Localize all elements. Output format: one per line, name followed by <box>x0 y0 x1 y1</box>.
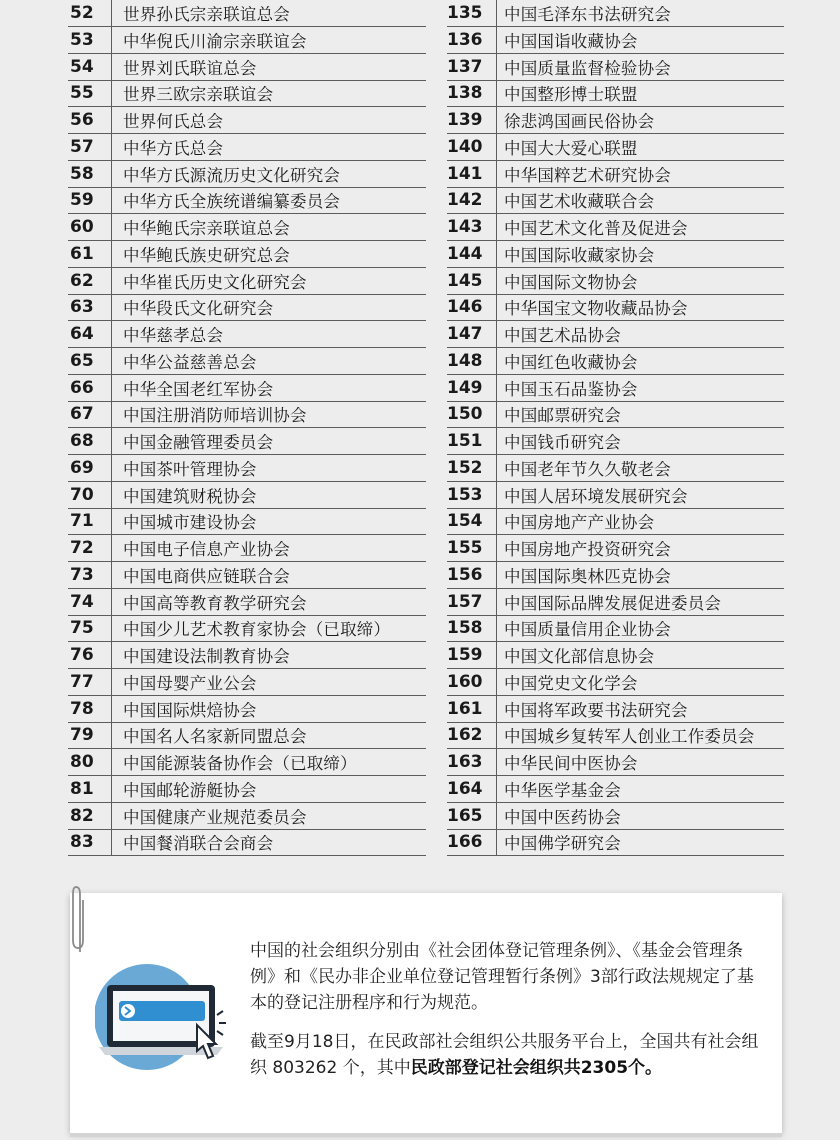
organization-name: 中华国宝文物收藏品协会 <box>504 299 688 319</box>
organization-name: 中华医学基金会 <box>504 780 621 800</box>
row-number: 56 <box>68 107 112 133</box>
organization-name: 中国国际文物协会 <box>504 272 638 292</box>
organization-name: 中国国诣收藏协会 <box>504 31 638 51</box>
table-row <box>447 776 784 803</box>
row-number: 135 <box>447 0 497 26</box>
row-number: 160 <box>447 669 497 695</box>
organization-name: 中国中医药协会 <box>504 807 621 827</box>
row-number: 144 <box>447 241 497 267</box>
organization-name: 中国人居环境发展研究会 <box>504 486 688 506</box>
organization-name: 世界何氏总会 <box>123 112 224 132</box>
organization-name: 中国玉石品鉴协会 <box>504 379 638 399</box>
table-row <box>68 455 426 482</box>
note-paragraph-2 <box>250 1029 762 1081</box>
row-number: 152 <box>447 455 497 481</box>
row-number: 158 <box>447 616 497 642</box>
organization-name: 中国少儿艺术教育家协会（已取缔） <box>123 620 391 640</box>
table-row <box>68 749 426 776</box>
organization-name: 中国文化部信息协会 <box>504 647 655 667</box>
row-number: 79 <box>68 723 112 749</box>
table-row <box>447 749 784 776</box>
row-number: 66 <box>68 375 112 401</box>
organization-name: 中华民间中医协会 <box>504 754 638 774</box>
table-row <box>447 107 784 134</box>
table-row <box>68 482 426 509</box>
note-paragraph-2-end: 。 <box>645 1058 663 1078</box>
paperclip-icon <box>72 884 88 954</box>
organization-name: 中国国际奥林匹克协会 <box>504 566 671 586</box>
organization-name: 中华国粹艺术研究协会 <box>504 165 671 185</box>
organization-name: 中国建设法制教育协会 <box>123 647 290 667</box>
table-row <box>68 535 426 562</box>
row-number: 150 <box>447 402 497 428</box>
table-row <box>447 589 784 616</box>
table-row <box>447 134 784 161</box>
table-row <box>68 375 426 402</box>
table-row <box>447 830 784 857</box>
table-row <box>68 616 426 643</box>
row-number: 70 <box>68 482 112 508</box>
organization-name: 中国艺术收藏联合会 <box>504 192 655 212</box>
table-row <box>68 803 426 830</box>
row-number: 147 <box>447 321 497 347</box>
organization-name: 中国房地产投资研究会 <box>504 540 671 560</box>
table-row <box>447 295 784 322</box>
organization-name: 中国国际收藏家协会 <box>504 245 655 265</box>
row-number: 149 <box>447 375 497 401</box>
row-number: 53 <box>68 27 112 53</box>
organization-name: 中华倪氏川渝宗亲联谊会 <box>123 31 307 51</box>
row-number: 77 <box>68 669 112 695</box>
table-row <box>447 188 784 215</box>
organization-name: 中国邮票研究会 <box>504 406 621 426</box>
table-row <box>68 776 426 803</box>
row-number: 151 <box>447 428 497 454</box>
organization-name: 中国佛学研究会 <box>504 834 621 854</box>
note-paragraph-2-bold: 民政部登记社会组织共2305个 <box>410 1058 646 1078</box>
organization-name: 中华鲍氏宗亲联谊总会 <box>123 219 290 239</box>
organization-name: 世界孙氏宗亲联谊总会 <box>123 5 290 24</box>
table-row <box>447 616 784 643</box>
organization-name: 中国艺术品协会 <box>504 326 621 346</box>
row-number: 68 <box>68 428 112 454</box>
table-row <box>68 161 426 188</box>
row-number: 138 <box>447 81 497 107</box>
table-row <box>447 241 784 268</box>
table-row <box>68 723 426 750</box>
row-number: 82 <box>68 803 112 829</box>
organization-name: 中国老年节久久敬老会 <box>504 459 671 479</box>
table-row <box>68 188 426 215</box>
row-number: 162 <box>447 723 497 749</box>
organization-name: 中华公益慈善总会 <box>123 352 257 372</box>
organization-name: 中国金融管理委员会 <box>123 433 274 453</box>
table-row <box>68 348 426 375</box>
row-number: 60 <box>68 214 112 240</box>
table-row <box>447 455 784 482</box>
table-row <box>447 562 784 589</box>
table-row <box>447 535 784 562</box>
table-row <box>68 830 426 857</box>
table-row <box>68 589 426 616</box>
row-number: 71 <box>68 509 112 535</box>
row-number: 166 <box>447 830 497 856</box>
laptop-cursor-icon <box>95 955 235 1085</box>
row-number: 159 <box>447 642 497 668</box>
row-number: 142 <box>447 188 497 214</box>
organization-name: 中华方氏总会 <box>123 138 224 158</box>
organization-name: 中国电子信息产业协会 <box>123 540 290 560</box>
organization-name: 中国将军政要书法研究会 <box>504 700 688 720</box>
table-row <box>447 375 784 402</box>
table-row <box>68 241 426 268</box>
row-number: 143 <box>447 214 497 240</box>
organization-name: 中国艺术文化普及促进会 <box>504 219 688 239</box>
table-row <box>447 509 784 536</box>
row-number: 83 <box>68 830 112 856</box>
table-row <box>447 268 784 295</box>
table-row <box>68 669 426 696</box>
table-row <box>68 295 426 322</box>
row-number: 81 <box>68 776 112 802</box>
table-row <box>68 696 426 723</box>
row-number: 78 <box>68 696 112 722</box>
organization-name: 中华鲍氏族史研究总会 <box>123 245 290 265</box>
table-row <box>447 642 784 669</box>
row-number: 164 <box>447 776 497 802</box>
organization-name: 中国整形博士联盟 <box>504 85 638 105</box>
table-row <box>447 428 784 455</box>
right-table <box>447 0 784 856</box>
table-row <box>447 81 784 108</box>
organization-name: 中国国际品牌发展促进委员会 <box>504 593 722 613</box>
table-row <box>68 107 426 134</box>
row-number: 76 <box>68 642 112 668</box>
table-row <box>447 803 784 830</box>
row-number: 74 <box>68 589 112 615</box>
row-number: 65 <box>68 348 112 374</box>
row-number: 139 <box>447 107 497 133</box>
table-row <box>447 482 784 509</box>
table-row <box>447 348 784 375</box>
organization-name: 中国毛泽东书法研究会 <box>504 5 671 24</box>
row-number: 146 <box>447 295 497 321</box>
row-number: 136 <box>447 27 497 53</box>
organization-name: 中国邮轮游艇协会 <box>123 780 257 800</box>
table-row <box>68 27 426 54</box>
row-number: 163 <box>447 749 497 775</box>
table-row <box>447 27 784 54</box>
row-number: 165 <box>447 803 497 829</box>
table-row <box>447 54 784 81</box>
table-row <box>68 0 426 27</box>
table-row <box>68 509 426 536</box>
table-row <box>68 562 426 589</box>
table-row <box>447 0 784 27</box>
row-number: 59 <box>68 188 112 214</box>
table-row <box>68 428 426 455</box>
row-number: 57 <box>68 134 112 160</box>
table-row <box>68 268 426 295</box>
row-number: 156 <box>447 562 497 588</box>
table-row <box>447 214 784 241</box>
organization-name: 中国国际烘焙协会 <box>123 700 257 720</box>
row-number: 69 <box>68 455 112 481</box>
organization-name: 中国电商供应链联合会 <box>123 566 290 586</box>
table-row <box>447 402 784 429</box>
table-row <box>68 402 426 429</box>
organization-name: 中国大大爱心联盟 <box>504 138 638 158</box>
organization-name: 中华方氏源流历史文化研究会 <box>123 165 341 185</box>
row-number: 73 <box>68 562 112 588</box>
organization-name: 中国高等教育教学研究会 <box>123 593 307 613</box>
table-row <box>68 134 426 161</box>
row-number: 154 <box>447 509 497 535</box>
organization-name: 中华慈孝总会 <box>123 326 224 346</box>
row-number: 145 <box>447 268 497 294</box>
organization-name: 中国餐消联合会商会 <box>123 834 274 854</box>
organization-name: 中国质量信用企业协会 <box>504 620 671 640</box>
row-number: 58 <box>68 161 112 187</box>
table-row <box>447 669 784 696</box>
organization-name: 中国房地产产业协会 <box>504 513 655 533</box>
row-number: 137 <box>447 54 497 80</box>
organization-name: 中国茶叶管理协会 <box>123 459 257 479</box>
table-row <box>68 642 426 669</box>
row-number: 80 <box>68 749 112 775</box>
row-number: 67 <box>68 402 112 428</box>
row-number: 52 <box>68 0 112 26</box>
row-number: 153 <box>447 482 497 508</box>
organization-name: 中华全国老红军协会 <box>123 379 274 399</box>
organization-name: 中国钱币研究会 <box>504 433 621 453</box>
table-row <box>447 723 784 750</box>
table-row <box>447 161 784 188</box>
organization-name: 中国名人名家新同盟总会 <box>123 727 307 747</box>
row-number: 61 <box>68 241 112 267</box>
organization-name: 世界三欧宗亲联谊会 <box>123 85 274 105</box>
table-row <box>447 321 784 348</box>
table-row <box>68 81 426 108</box>
row-number: 54 <box>68 54 112 80</box>
organization-name: 世界刘氏联谊总会 <box>123 58 257 78</box>
row-number: 55 <box>68 81 112 107</box>
row-number: 161 <box>447 696 497 722</box>
row-number: 72 <box>68 535 112 561</box>
organization-name: 中国建筑财税协会 <box>123 486 257 506</box>
table-row <box>68 54 426 81</box>
row-number: 157 <box>447 589 497 615</box>
left-table <box>68 0 426 856</box>
organization-name: 中国注册消防师培训协会 <box>123 406 307 426</box>
row-number: 64 <box>68 321 112 347</box>
note-paragraph-1: 中国的社会组织分别由《社会团体登记管理条例》、《基金会管理条例》和《民办非企业单位登记管理暂行条例》3部行政法规规定了基本的登记注册程序和行为规范。 <box>250 941 754 1013</box>
organization-name: 中国城乡复转军人创业工作委员会 <box>504 727 755 747</box>
table-row <box>68 214 426 241</box>
organization-name: 中国母婴产业公会 <box>123 673 257 693</box>
table-row <box>447 696 784 723</box>
organization-name: 中华崔氏历史文化研究会 <box>123 272 307 292</box>
note-paragraph-2-plain: 截至9月18日，在民政部社会组织公共服务平台上，全国共有社会组织 803262 个，其中 <box>250 1032 759 1078</box>
row-number: 155 <box>447 535 497 561</box>
organization-name: 中国党史文化学会 <box>504 673 638 693</box>
organization-name: 徐悲鸿国画民俗协会 <box>504 112 655 132</box>
row-number: 140 <box>447 134 497 160</box>
row-number: 62 <box>68 268 112 294</box>
row-number: 75 <box>68 616 112 642</box>
organization-name: 中国健康产业规范委员会 <box>123 807 307 827</box>
organization-name: 中国城市建设协会 <box>123 513 257 533</box>
organization-name: 中华方氏全族统谱编纂委员会 <box>123 192 341 212</box>
organization-name: 中国质量监督检验协会 <box>504 58 671 78</box>
row-number: 141 <box>447 161 497 187</box>
row-number: 148 <box>447 348 497 374</box>
organization-name: 中国能源装备协作会（已取缔） <box>123 754 357 774</box>
table-row <box>68 321 426 348</box>
row-number: 63 <box>68 295 112 321</box>
organization-name: 中国红色收藏协会 <box>504 352 638 372</box>
organization-name: 中华段氏文化研究会 <box>123 299 274 319</box>
